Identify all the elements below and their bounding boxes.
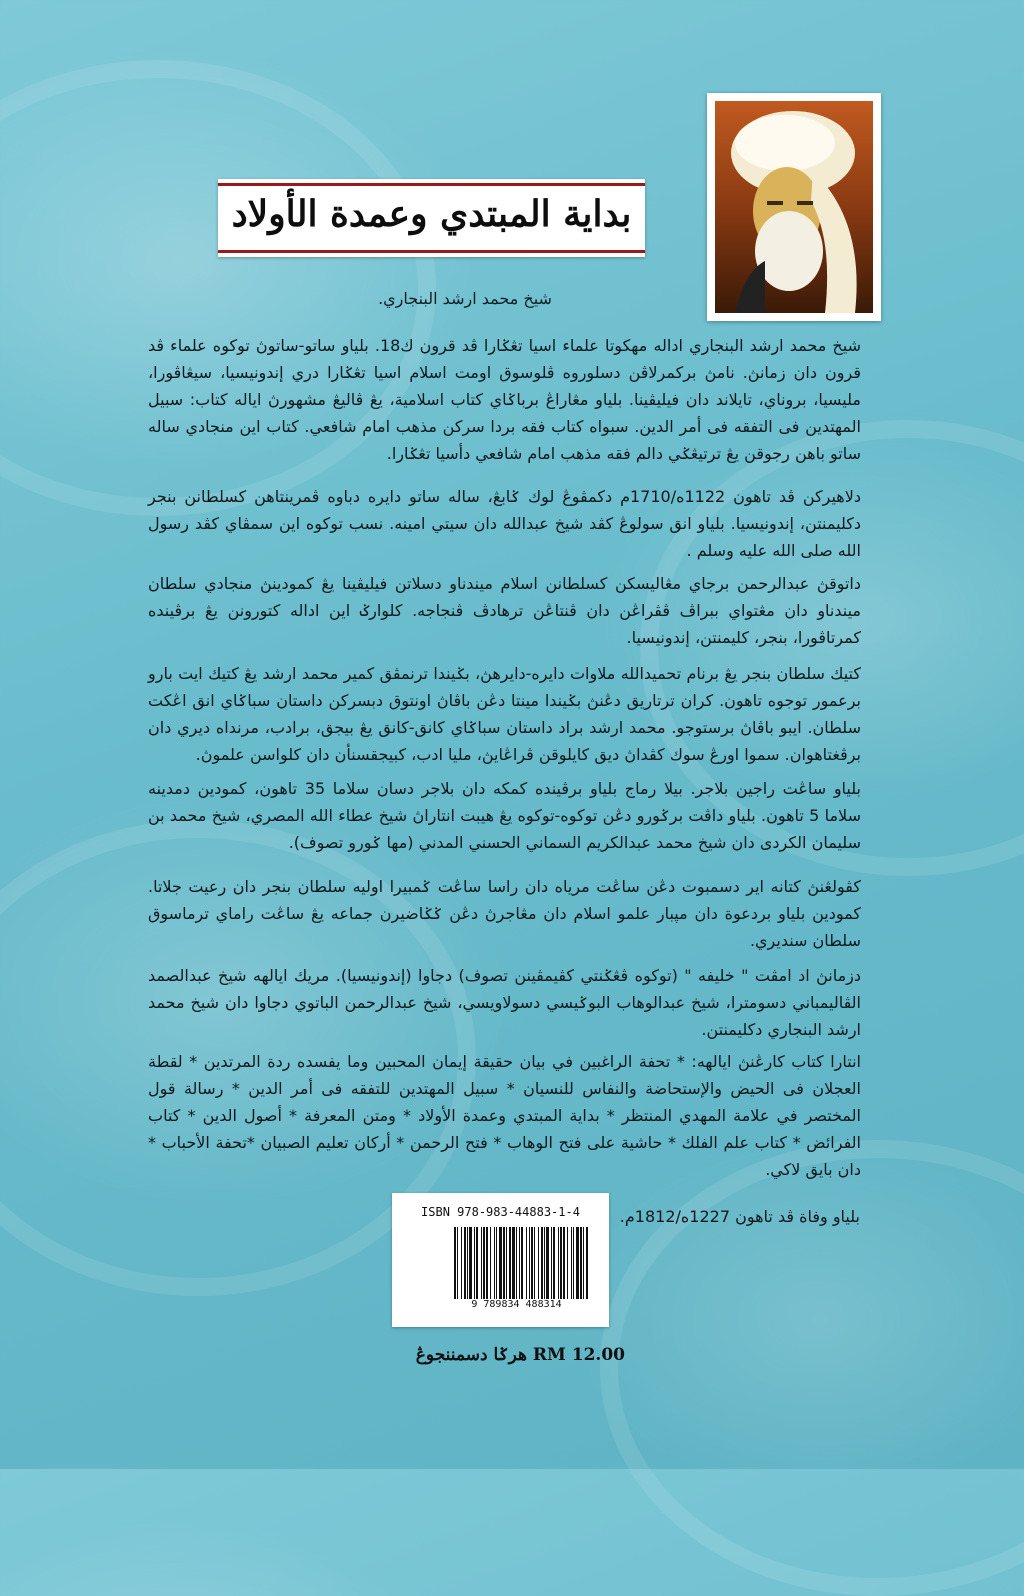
barcode-bar (526, 1227, 527, 1299)
price-label: RM 12.00 هرݢا دسمننجوڠ (415, 1345, 625, 1365)
bio-paragraph: كتيك سلطان بنجر يڠ برنام تحميدالله ملاوات دايره-دايرهڽ، بݢيندا ترنمڤق كمير محمد ارشد يڠ كتيك ايت بارو برعمور توجوه تاهون. كران ترتاريق دڠنڽ بݢيندا مينتا دڠن باڤاڽ اونتوق دبسركن داستان سباݢاي انق اڠكت سلطان. ايبو باڤاڽ برستوجو. محمد ارشد براد داستان سباݢاي كانق-كانق يڠ بيجق، برادب، مرنداه ديري دان برڤغتاهوان. سموا اورڠ سوك كڤداڽ ديق كايلوقن ڤراڠايڽ، مليا ادب، كبيجقسنأن دان كلواسن علموڽ. (148, 664, 861, 764)
barcode-bar (474, 1227, 475, 1299)
barcode-bar (551, 1227, 552, 1299)
barcode-number: 9 789834 488314 (471, 1299, 562, 1310)
barcode-bar (521, 1227, 523, 1299)
barcode-bar (516, 1227, 517, 1299)
barcode-bar (457, 1227, 458, 1299)
barcode-bar (467, 1227, 468, 1299)
barcode-bar (534, 1227, 535, 1299)
works-paragraph: انتارا كتاب كارڠنڽ ايالهه: * تحفة الراغبين في بيان حقيقة إيمان المحبين وما يفسده ردة المرتدين * لقطة العجلان فى الحيض والإستحاضة والنفاس للنسيان * سبيل المهتدين للتفقه فى أمر الدين * رسالة قول المختصر في علامة المهدي المنتظر * بداية المبتدي وعمدة الأولاد * ومتن المعرفة * أصول الدين * كتاب الفرائض * كتاب علم الفلك * حاشية على فتح الوهاب * فتح الرحمن * أركان تعليم الصبيان *تحفة الأحباب * دان بايق لاكي. (148, 1052, 861, 1179)
portrait-image (715, 101, 873, 313)
barcode (452, 1227, 592, 1299)
author-portrait (707, 93, 881, 321)
bio-paragraph: داتوقڽ عبدالرحمن برجاي مڠاليسكن كسلطانن اسلام ميندناو دسلاتن فيليڤينا يڠ كمودينڽ منجادي سلطان ميندناو دان مڠتواي ببراڤ ڤڤراڠن دان ڤنتاڠن ترهادڤ ڤنجاجه. كلوارݢ اين اداله كتورونن يڠ برڤينده كمرتاڤورا، بنجر، كليمنتن، إندونيسيا. (148, 574, 861, 647)
barcode-bar (512, 1227, 515, 1299)
barcode-bar (509, 1227, 511, 1299)
barcode-bar (583, 1227, 584, 1299)
barcode-bar (541, 1227, 543, 1299)
barcode-bar (494, 1227, 495, 1299)
barcode-bar (576, 1227, 579, 1299)
author-name: شيخ محمد ارشد البنجاري. (378, 289, 552, 308)
barcode-bar (469, 1227, 472, 1299)
isbn-label: ISBN 978-983-44883-1-4 (421, 1205, 580, 1219)
title-rule-top (218, 183, 645, 186)
bio-paragraph: دلاهيركن ڤد تاهون 1122ه/1710م دكمڤوڠ لوك ݢابڠ، ساله ساتو دايره دباوه ڤمرينتاهن كسلطانن بنجر دكليمنتن، إندونيسيا. بلياو انق سولوڠ كڤد شيخ عبدالله دان سيتي امينه. نسب توكوه اين سمڤاي كڤد رسول الله صلى الله عليه وسلم . (148, 487, 861, 560)
barcode-bar (483, 1227, 485, 1299)
bio-paragraph: بلياو ساڠت راجين بلاجر. بيلا رماج بلياو برڤينده كمكه دان بلاجر دسان سلاما 35 تاهون، كمودين دمدينه سلاما 5 تاهون. بلياو داڤت برݢورو دڠن توكوه-توكوه يڠ هيبت انتاراڽ شيخ عطاء الله المصري، شيخ محمد بن سليمان الكردى دان شيخ محمد عبدالكريم السماني الحسني المدني (مها ݢورو تصوف). (148, 779, 861, 852)
bio-paragraph: شيخ محمد ارشد البنجاري اداله مهكوتا علماء اسيا تڠݢارا ڤد قرون ك18. بلياو ساتو-ساتوڽ توكوه علماء ڤد قرون دان زمانڽ. نامڽ بركمرلاڤن دسلوروه ڤلوسوق اومت اسلام اسيا تڠݢارا دري إندونيسيا، سيڠاڤورا، مليسيا، بروناي، تايلاند دان فيليڤينا. بلياو مڠاراڠ برباݢاي كتاب اسلامية، يڠ ڤاليڠ مشهورڽ اياله كتاب: سبيل المهتدين فى التفقه فى أمر الدين. سبواه كتاب فقه بردا سركن مذهب امام شافعي. كتاب اين منجادي ساله ساتو باهن رجوقن يڠ ترتيڠݢي دالم فقه مذهب امام شافعي دأسيا تڠݢارا. (148, 336, 861, 463)
barcode-bar (506, 1227, 507, 1299)
barcode-bar (454, 1227, 456, 1299)
barcode-bar (499, 1227, 502, 1299)
book-title-panel (218, 179, 645, 257)
barcode-bar (580, 1227, 582, 1299)
barcode-bar (490, 1227, 491, 1299)
barcode-bar (461, 1227, 462, 1299)
barcode-bar (573, 1227, 574, 1299)
bio-paragraph: دزمانڽ اد امڤت " خليفه " (توكوه ڤڠݢنتي كڤيمڤينن تصوف) دجاوا (إندونيسيا). مريك ايالهه شيخ عبدالصمد الڤاليمباني دسومترا، شيخ عبدالوهاب البوݢيسي دسولاويسي، شيخ عبدالرحمن الباتوي دجاوا دان شيخ محمد ارشد البنجاري دكليمنتن. (148, 966, 861, 1039)
barcode-bar (503, 1227, 505, 1299)
barcode-bar (546, 1227, 549, 1299)
barcode-bar (476, 1227, 478, 1299)
barcode-bar (558, 1227, 559, 1299)
barcode-bar (586, 1227, 588, 1299)
barcode-bar (563, 1227, 565, 1299)
barcode-bar (486, 1227, 488, 1299)
bio-paragraph: كڤولڠنڽ كتانه اير دسمبوت دڠن ساڠت مرياه دان راسا ساڠت ݢمبيرا اوليه سلطان بنجر دان رعيت جلاتا. كمودين بلياو بردعوة دان مپبار علمو اسلام دان مڠاجرڽ دڠن ݢݢاضيرن جماعه يڠ ساڠت راماي ترماسوق سلطان سنديري. (148, 877, 861, 950)
title-rule-bottom (218, 250, 645, 253)
barcode-bar (538, 1227, 539, 1299)
barcode-bar (553, 1227, 555, 1299)
barcode-bar (481, 1227, 482, 1299)
barcode-bar (529, 1227, 530, 1299)
barcode-bar (519, 1227, 520, 1299)
barcode-bar (567, 1227, 568, 1299)
book-title: بداية المبتدي وعمدة الأولاد (231, 193, 632, 235)
barcode-bar (531, 1227, 533, 1299)
barcode-bar (496, 1227, 497, 1299)
barcode-bar (571, 1227, 572, 1299)
barcode-bar (544, 1227, 545, 1299)
death-note: بلياو وفاة ڤد تاهون 1227ه/1812م. (619, 1207, 860, 1226)
barcode-bar (560, 1227, 562, 1299)
isbn-barcode-panel (392, 1193, 609, 1327)
barcode-bar (464, 1227, 466, 1299)
